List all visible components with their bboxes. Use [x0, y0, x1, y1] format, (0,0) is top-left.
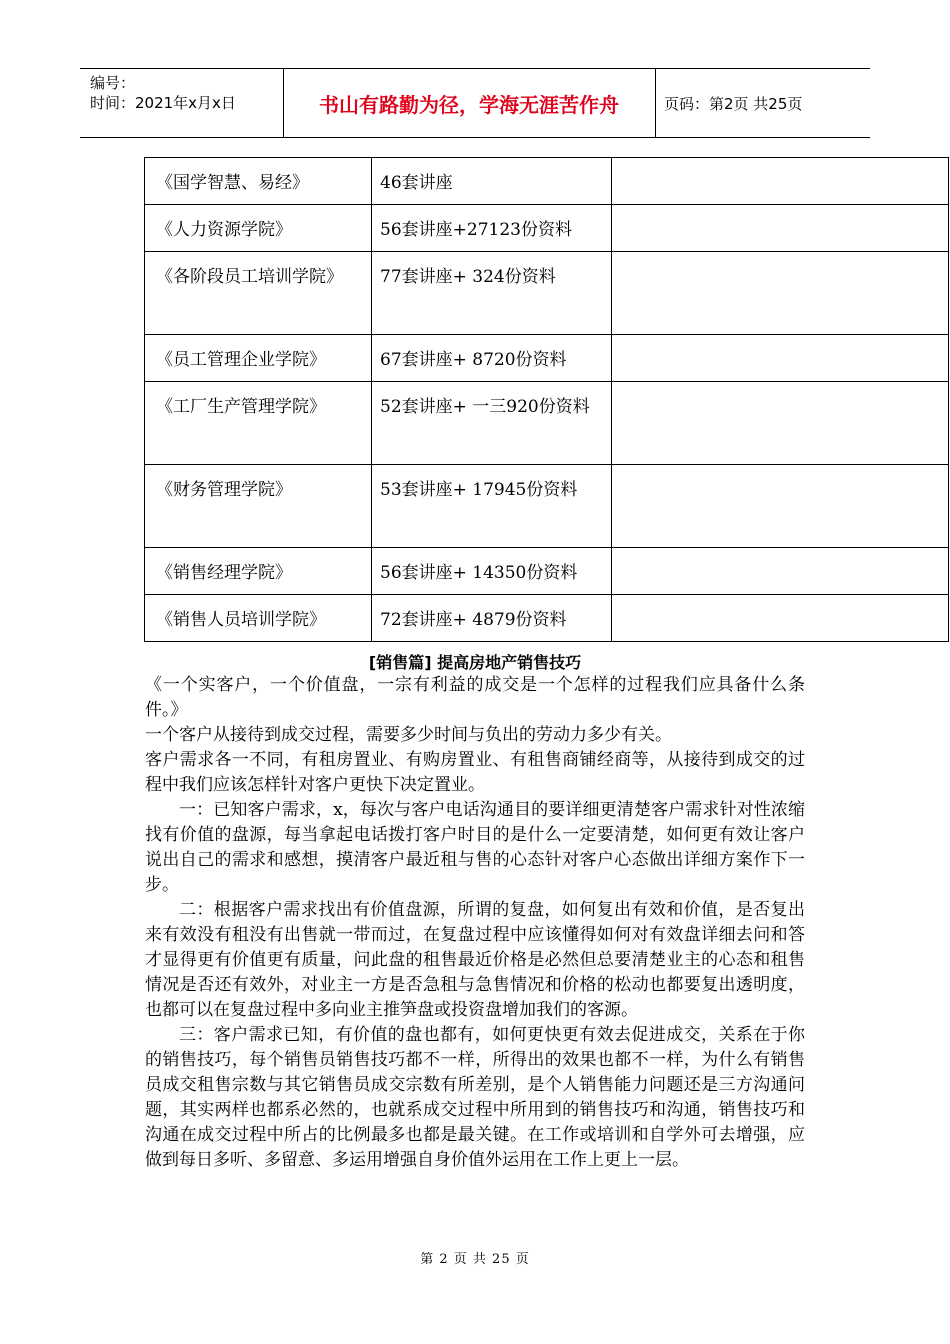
article-paragraph: 一：已知客户需求，x，每次与客户电话沟通目的要详细更清楚客户需求针对性浓缩找有价值的盘源，每当拿起电话拨打客户时目的是什么一定要清楚，如何更有效让客户说出自己的需求和感想，摸清客户最近租与售的心态针对客户心态做出详细方案作下一步。 — [145, 800, 805, 895]
header-divider — [655, 69, 656, 137]
article-paragraph: 《一个实客户，一个价值盘，一宗有利益的成交是一个怎样的过程我们应具备什么条件。》 — [145, 675, 805, 720]
date-label: 时间：2021年x月x日 — [90, 94, 236, 112]
course-contents: 77套讲座+ 324份资料 — [372, 252, 612, 335]
course-name: 《人力资源学院》 — [145, 205, 372, 252]
course-name: 《工厂生产管理学院》 — [145, 382, 372, 465]
course-name: 《员工管理企业学院》 — [145, 335, 372, 382]
page-footer: 第 2 页 共 25 页 — [420, 1252, 530, 1267]
course-contents: 56套讲座+27123份资料 — [372, 205, 612, 252]
article-paragraph: 三：客户需求已知，有价值的盘也都有，如何更快更有效去促进成交，关系在于你的销售技巧，每个销售员销售技巧都不一样，所得出的效果也都不一样，为什么有销售员成交租售宗数与其它销售员成交宗数有所差别，是个人销售能力问题还是三方沟通问题，其实两样也都系必然的，也就系成交过程中所用到的销售技巧和沟通，销售技巧和沟通在成交过程中所占的比例最多也都是最关键。在工作或培训和自学外可去增强，应做到每日多听、多留意、多运用增强自身价值外运用在工作上更上一层。 — [145, 1025, 805, 1170]
course-contents: 67套讲座+ 8720份资料 — [372, 335, 612, 382]
course-extra — [612, 252, 949, 335]
article-body — [145, 673, 805, 1173]
course-extra — [612, 465, 949, 548]
course-contents: 52套讲座+ 一三920份资料 — [372, 382, 612, 465]
number-label: 编号： — [90, 74, 136, 92]
table-row — [145, 335, 949, 382]
course-name: 《销售人员培训学院》 — [145, 595, 372, 642]
course-extra — [612, 548, 949, 595]
table-row — [145, 595, 949, 642]
table-row — [145, 465, 949, 548]
table-row — [145, 252, 949, 335]
course-extra — [612, 595, 949, 642]
header-meta — [90, 73, 280, 113]
header-motto: 书山有路勤为径，学海无涯苦作舟 — [319, 92, 619, 117]
course-name: 《各阶段员工培训学院》 — [145, 252, 372, 335]
course-contents: 53套讲座+ 17945份资料 — [372, 465, 612, 548]
course-contents: 56套讲座+ 14350份资料 — [372, 548, 612, 595]
course-extra — [612, 158, 949, 205]
course-extra — [612, 205, 949, 252]
course-name: 《国学智慧、易经》 — [145, 158, 372, 205]
article-title: [销售篇] 提高房地产销售技巧 — [368, 653, 582, 672]
course-name: 《销售经理学院》 — [145, 548, 372, 595]
table-row — [145, 158, 949, 205]
article-paragraph: 一个客户从接待到成交过程，需要多少时间与负出的劳动力多少有关。 — [145, 725, 672, 745]
resource-table — [144, 157, 949, 642]
table-row — [145, 548, 949, 595]
course-extra — [612, 382, 949, 465]
course-name: 《财务管理学院》 — [145, 465, 372, 548]
article-paragraph: 二：根据客户需求找出有价值盘源，所谓的复盘，如何复出有效和价值，是否复出来有效没有租没有出售就一带而过，在复盘过程中应该懂得如何对有效盘详细去问和答才显得更有价值更有质量，问此盘的租售最近价格是必然但总要清楚业主的心态和租售情况是否还有效外，对业主一方是否急租与急售情况和价格的松动也都要复出透明度，也都可以在复盘过程中多向业主推笋盘或投资盘增加我们的客源。 — [145, 900, 805, 1020]
table-row — [145, 382, 949, 465]
page-header — [80, 68, 870, 138]
article-paragraph: 客户需求各一不同，有租房置业、有购房置业、有租售商铺经商等，从接待到成交的过程中我们应该怎样针对客户更快下决定置业。 — [145, 750, 805, 795]
course-contents: 46套讲座 — [372, 158, 612, 205]
course-contents: 72套讲座+ 4879份资料 — [372, 595, 612, 642]
course-extra — [612, 335, 949, 382]
header-page-code: 页码：第2页 共25页 — [664, 94, 803, 113]
table-row — [145, 205, 949, 252]
